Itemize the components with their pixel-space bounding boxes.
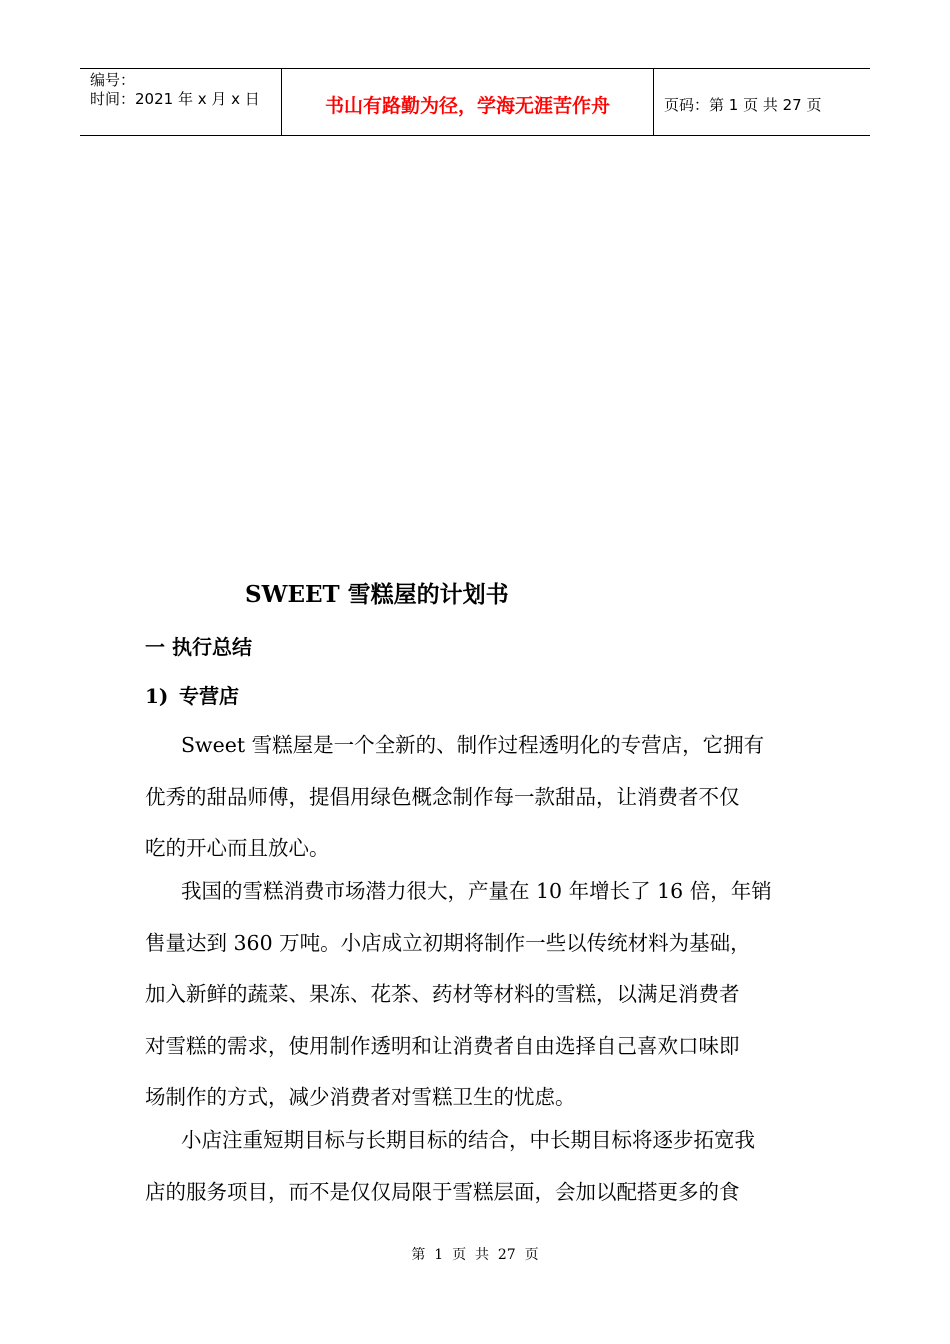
- subsection-title: 专营店: [179, 684, 239, 708]
- subsection-number: 1): [145, 684, 169, 708]
- header-page-info: 页码：第 1 页 共 27 页: [664, 96, 822, 114]
- header-meta-cell: [80, 69, 282, 136]
- paragraph-3: [145, 1115, 810, 1218]
- paragraph-line: 店的服务项目，而不是仅仅局限于雪糕层面，会加以配搭更多的食: [145, 1179, 740, 1204]
- date-label: 时间：2021 年 x 月 x 日: [90, 90, 260, 108]
- paragraph-1: [145, 720, 810, 875]
- paragraph-line: 对雪糕的需求，使用制作透明和让消费者自由选择自己喜欢口味即: [145, 1033, 740, 1058]
- paragraph-2: [145, 866, 810, 1124]
- subsection-heading: [145, 681, 239, 711]
- header-page-cell: [654, 69, 870, 136]
- code-label: 编号：: [90, 71, 136, 89]
- paragraph-line: 加入新鲜的蔬菜、果冻、花茶、药材等材料的雪糕，以满足消费者: [145, 982, 740, 1006]
- page-footer: 第 1 页 共 27 页: [411, 1247, 539, 1263]
- paragraph-line: 售量达到 360 万吨。小店成立初期将制作一些以传统材料为基础，: [145, 930, 751, 955]
- section-heading: 一 执行总结: [145, 635, 252, 659]
- paragraph-line: Sweet 雪糕屋是一个全新的、制作过程透明化的专营店，它拥有: [181, 733, 765, 757]
- page-header: [80, 68, 870, 136]
- paragraph-line: 优秀的甜品师傅，提倡用绿色概念制作每一款甜品，让消费者不仅: [145, 784, 740, 809]
- paragraph-line: 我国的雪糕消费市场潜力很大，产量在 10 年增长了 16 倍，年销: [181, 879, 772, 903]
- paragraph-line: 场制作的方式，减少消费者对雪糕卫生的忧虑。: [145, 1085, 576, 1109]
- header-motto-cell: [282, 69, 654, 136]
- paragraph-line: 吃的开心而且放心。: [145, 836, 330, 860]
- paragraph-line: 小店注重短期目标与长期目标的结合，中长期目标将逐步拓宽我: [181, 1128, 755, 1152]
- document-title: SWEET 雪糕屋的计划书: [245, 581, 509, 608]
- header-motto: 书山有路勤为径，学海无涯苦作舟: [324, 95, 610, 117]
